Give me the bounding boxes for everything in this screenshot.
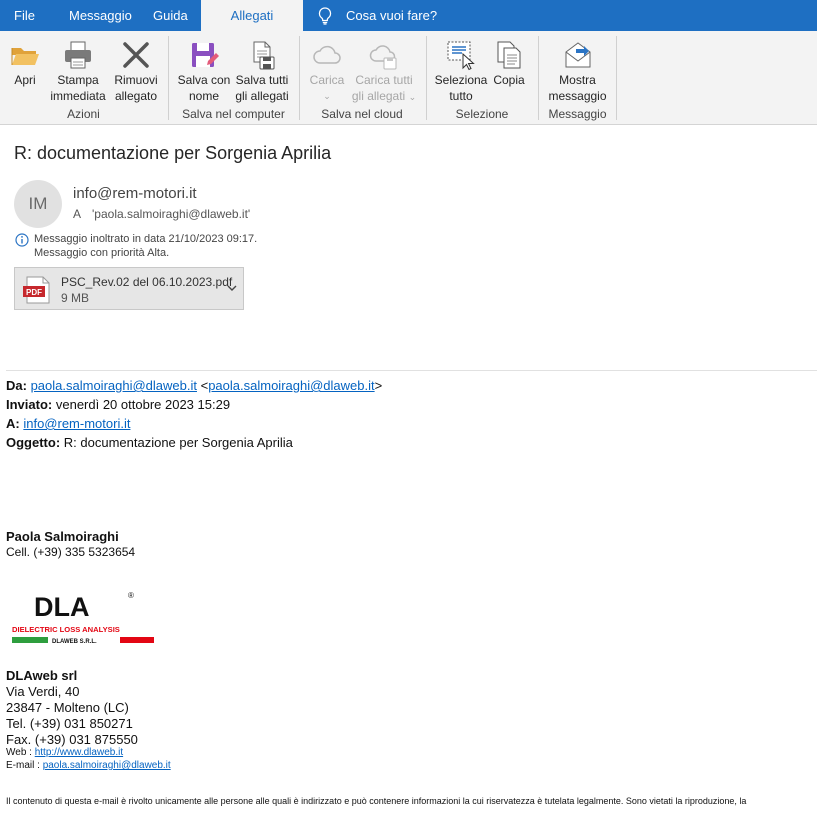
signature-company: DLAweb srl bbox=[6, 668, 78, 683]
signature-email-line bbox=[6, 760, 171, 771]
save-all-label-2: gli allegati bbox=[235, 89, 289, 103]
web-link[interactable]: http://www.dlaweb.it bbox=[34, 747, 124, 758]
lightbulb-icon bbox=[318, 7, 332, 25]
quick-print-label-1: Stampa bbox=[57, 73, 99, 87]
remove-x-icon bbox=[120, 39, 152, 71]
header-divider bbox=[6, 370, 817, 371]
upload-label: Carica bbox=[309, 73, 345, 87]
logo-subtitle: DIELECTRIC LOSS ANALYSIS bbox=[12, 625, 120, 634]
group-label-selezione: Selezione bbox=[455, 107, 509, 121]
tab-messaggio[interactable]: Messaggio bbox=[69, 8, 132, 23]
svg-text:®: ® bbox=[128, 591, 134, 600]
sent-value: venerdì 20 ottobre 2023 15:29 bbox=[55, 397, 231, 412]
save-as-label-1: Salva con bbox=[177, 73, 231, 87]
avatar[interactable]: IM bbox=[14, 180, 62, 228]
select-all-label-2: tutto bbox=[449, 89, 473, 103]
open-button[interactable] bbox=[5, 31, 45, 109]
pdf-type-label: PDF bbox=[26, 288, 42, 297]
subject-label: Oggetto: bbox=[6, 435, 61, 450]
show-message-label-2: messaggio bbox=[548, 89, 607, 103]
group-label-salva-cloud: Salva nel cloud bbox=[321, 107, 403, 121]
remove-attachment-button[interactable] bbox=[110, 31, 162, 109]
select-all-icon bbox=[445, 39, 477, 71]
body-subject-line bbox=[6, 435, 293, 450]
info-priority: Messaggio con priorità Alta. bbox=[34, 247, 170, 259]
group-label-azioni: Azioni bbox=[67, 107, 100, 121]
tab-allegati[interactable]: Allegati bbox=[201, 0, 303, 31]
save-as-button[interactable] bbox=[175, 31, 233, 109]
attachment-size: 9 MB bbox=[61, 291, 90, 305]
envelope-arrow-icon bbox=[562, 39, 594, 71]
quick-print-button[interactable] bbox=[48, 31, 108, 109]
from-link-2[interactable]: paola.salmoiraghi@dlaweb.it bbox=[208, 378, 375, 393]
copy-button[interactable] bbox=[490, 31, 528, 109]
body-sent-line bbox=[6, 397, 230, 412]
group-label-salva-computer: Salva nel computer bbox=[182, 107, 285, 121]
email-label: E-mail : bbox=[6, 760, 40, 771]
upload-all-attachments-button[interactable] bbox=[350, 31, 418, 109]
group-label-messaggio: Messaggio bbox=[548, 107, 607, 121]
signature-name: Paola Salmoiraghi bbox=[6, 529, 119, 544]
ribbon bbox=[0, 31, 817, 125]
cloud-icon bbox=[311, 39, 343, 71]
body-from-line: Da: paola.salmoiraghi@dlaweb.it <paola.salmoiraghi@dlaweb.it> bbox=[6, 378, 383, 393]
group-separator bbox=[616, 36, 617, 120]
company-logo bbox=[12, 588, 158, 648]
attachment-name: PSC_Rev.02 del 06.10.2023.pdf bbox=[61, 275, 233, 289]
recipient-line bbox=[73, 207, 250, 221]
group-separator bbox=[426, 36, 427, 120]
to-prefix: A bbox=[73, 207, 82, 221]
from-label: Da: bbox=[6, 378, 27, 393]
upload-all-label-2: gli allegati ⌄ bbox=[351, 89, 417, 103]
attachment-card[interactable] bbox=[14, 267, 244, 310]
remove-label-1: Rimuovi bbox=[114, 73, 158, 87]
email-link[interactable]: paola.salmoiraghi@dlaweb.it bbox=[42, 760, 171, 771]
ribbon-tab-bar bbox=[0, 0, 817, 31]
show-message-label-1: Mostra bbox=[559, 73, 596, 87]
legal-disclaimer: Il contenuto di questa e-mail è rivolto unicamente alle persone alle quali è indirizzato e può contenere informazioni la cui riservatezza è tutelata legalmente. Sono vietati la riproduzione, la bbox=[6, 796, 747, 806]
to-label: A: bbox=[6, 416, 20, 431]
group-separator bbox=[299, 36, 300, 120]
logo-subtitle-2: DLAWEB S.R.L. bbox=[52, 639, 97, 645]
folder-open-icon bbox=[9, 39, 41, 71]
copy-label: Copia bbox=[493, 73, 525, 87]
body-to-line bbox=[6, 416, 130, 431]
chevron-down-icon[interactable] bbox=[226, 283, 238, 293]
pdf-file-icon bbox=[23, 276, 53, 304]
save-all-label-1: Salva tutti bbox=[235, 73, 289, 87]
save-all-attachments-icon bbox=[246, 39, 278, 71]
subject-value: R: documentazione per Sorgenia Aprilia bbox=[63, 435, 293, 450]
save-as-icon bbox=[188, 39, 220, 71]
signature-cell: Cell. (+39) 335 5323654 bbox=[6, 545, 136, 559]
quick-print-label-2: immediata bbox=[50, 89, 106, 103]
upload-button[interactable] bbox=[306, 31, 348, 109]
chevron-down-icon: ⌄ bbox=[323, 91, 331, 101]
info-forwarded: Messaggio inoltrato in data 21/10/2023 09:17. bbox=[34, 233, 258, 245]
logo-text: DLA bbox=[34, 592, 90, 622]
select-all-button[interactable] bbox=[433, 31, 489, 109]
signature-fax: Fax. (+39) 031 875550 bbox=[6, 732, 138, 747]
save-all-attachments-button[interactable] bbox=[232, 31, 292, 109]
from-link[interactable]: paola.salmoiraghi@dlaweb.it bbox=[30, 378, 197, 393]
message-subject: R: documentazione per Sorgenia Aprilia bbox=[14, 143, 332, 163]
sent-label: Inviato: bbox=[6, 397, 53, 412]
save-as-label-2: nome bbox=[188, 89, 220, 103]
tab-file[interactable]: File bbox=[14, 8, 35, 23]
printer-icon bbox=[62, 39, 94, 71]
copy-icon bbox=[493, 39, 525, 71]
sender-address[interactable]: info@rem-motori.it bbox=[73, 185, 197, 202]
remove-label-2: allegato bbox=[114, 89, 158, 103]
cloud-upload-icon bbox=[368, 39, 400, 71]
open-label: Apri bbox=[14, 73, 36, 87]
to-link[interactable]: info@rem-motori.it bbox=[23, 416, 131, 431]
signature-tel: Tel. (+39) 031 850271 bbox=[6, 716, 133, 731]
select-all-label-1: Seleziona bbox=[434, 73, 488, 87]
info-icon bbox=[15, 233, 29, 247]
tell-me-label: Cosa vuoi fare? bbox=[346, 8, 438, 23]
recipient-address[interactable]: 'paola.salmoiraghi@dlaweb.it' bbox=[92, 207, 251, 221]
group-separator bbox=[168, 36, 169, 120]
group-separator bbox=[538, 36, 539, 120]
signature-web-line bbox=[6, 747, 123, 758]
signature-address-1: Via Verdi, 40 bbox=[6, 684, 80, 699]
web-label: Web : bbox=[6, 747, 32, 758]
show-message-button[interactable] bbox=[545, 31, 610, 109]
tab-guida[interactable]: Guida bbox=[153, 8, 188, 23]
upload-all-label-1: Carica tutti bbox=[355, 73, 413, 87]
signature-address-2: 23847 - Molteno (LC) bbox=[6, 700, 129, 715]
